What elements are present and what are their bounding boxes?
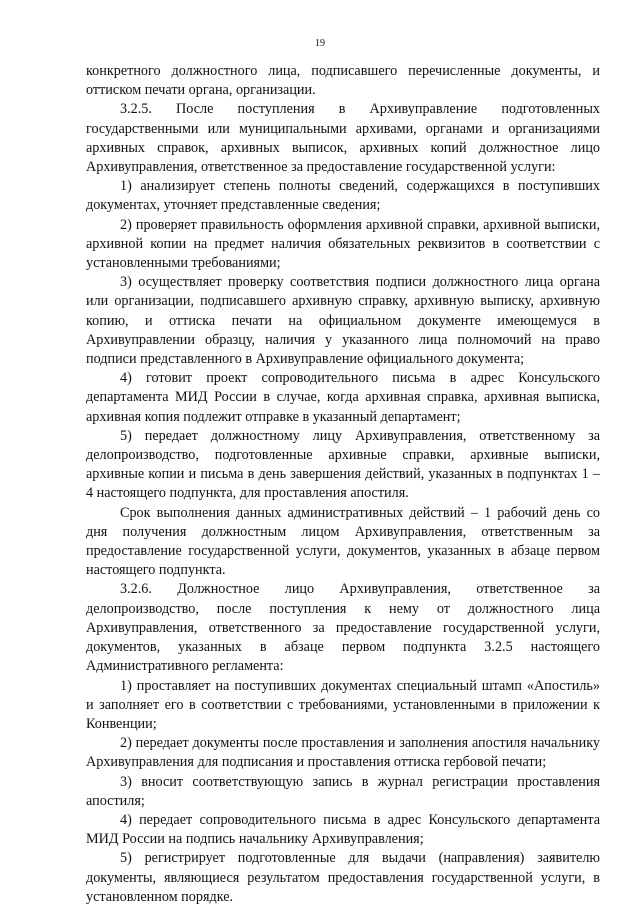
paragraph-continuation: конкретного должностного лица, подписавшего перечисленные документы, и оттиском печати органа, организации. [86,63,600,99]
document-body [86,62,600,907]
list-item: 1) проставляет на поступивших документах специальный штамп «Апостиль» и заполняет его в соответствии с требованиями, установленными в приложении к Конвенции; [86,677,600,732]
page-number: 19 [315,38,325,49]
list-item: 2) передает документы после проставления и заполнения апостиля начальнику Архивуправления для подписания и проставления оттиска гербовой печати; [86,735,600,771]
list-item: 2) проверяет правильность оформления архивной справки, архивной выписки, архивной копии на предмет наличия обязательных реквизитов в соответствии с установленными требованиями; [86,216,600,272]
list-item: 4) передает сопроводительного письма в адрес Консульского департамента МИД России на подпись начальнику Архивуправления; [86,811,600,848]
list-item: 1) анализирует степень полноты сведений, содержащихся в поступивших документах, уточняет представленные сведения; [86,178,600,214]
list-item: 4) готовит проект сопроводительного письма в адрес Консульского департамента МИД России в случае, когда архивная справка, архивная выписка, архивная копия подлежит отправке в указанный департамент; [86,370,600,425]
paragraph-deadline: Срок выполнения данных административных действий – 1 рабочий день со дня получения должностным лицом Архивуправления, ответственным за предоставление государственной услуги, документов, указанных в абзаце первом настоящего подпункта. [86,504,600,579]
list-item: 5) регистрирует подготовленные для выдачи (направления) заявителю документы, являющиеся результатом предоставления государственной услуги, в установленном порядке. [86,850,600,905]
list-item: 5) передает должностному лицу Архивуправления, ответственному за делопроизводство, подготовленные архивные справки, архивные выписки, архивные копии и письма в день завершения действий, указанных в подпунктах 1 – 4 настоящего подпункта, для проставления апостиля. [86,427,600,502]
list-item: 3) осуществляет проверку соответствия подписи должностного лица органа или организации, подписавшего архивную справку, архивную выписку, архивную копию, и оттиска печати на официальном документе имеющемуся в Архивуправлении образцу, наличия у указанного лица полномочий на право подписи представленного в Архивуправление официального документа; [86,274,600,368]
paragraph-3-2-5: 3.2.5. После поступления в Архивуправление подготовленных государственными или муниципальными архивами, органами и организациями архивных справок, архивных выписок, архивных копий должностное лицо Архивуправления, ответственное за предоставление государственной услуги: [86,101,600,176]
paragraph-3-2-6: 3.2.6. Должностное лицо Архивуправления, ответственное за делопроизводство, после поступления к нему от должностного лица Архивуправления, ответственного за предоставление государственной услуги, документов, указанных в абзаце первом подпункта 3.2.5 настоящего Административного регламента: [86,581,600,675]
list-item: 3) вносит соответствующую запись в журнал регистрации проставления апостиля; [86,773,600,809]
